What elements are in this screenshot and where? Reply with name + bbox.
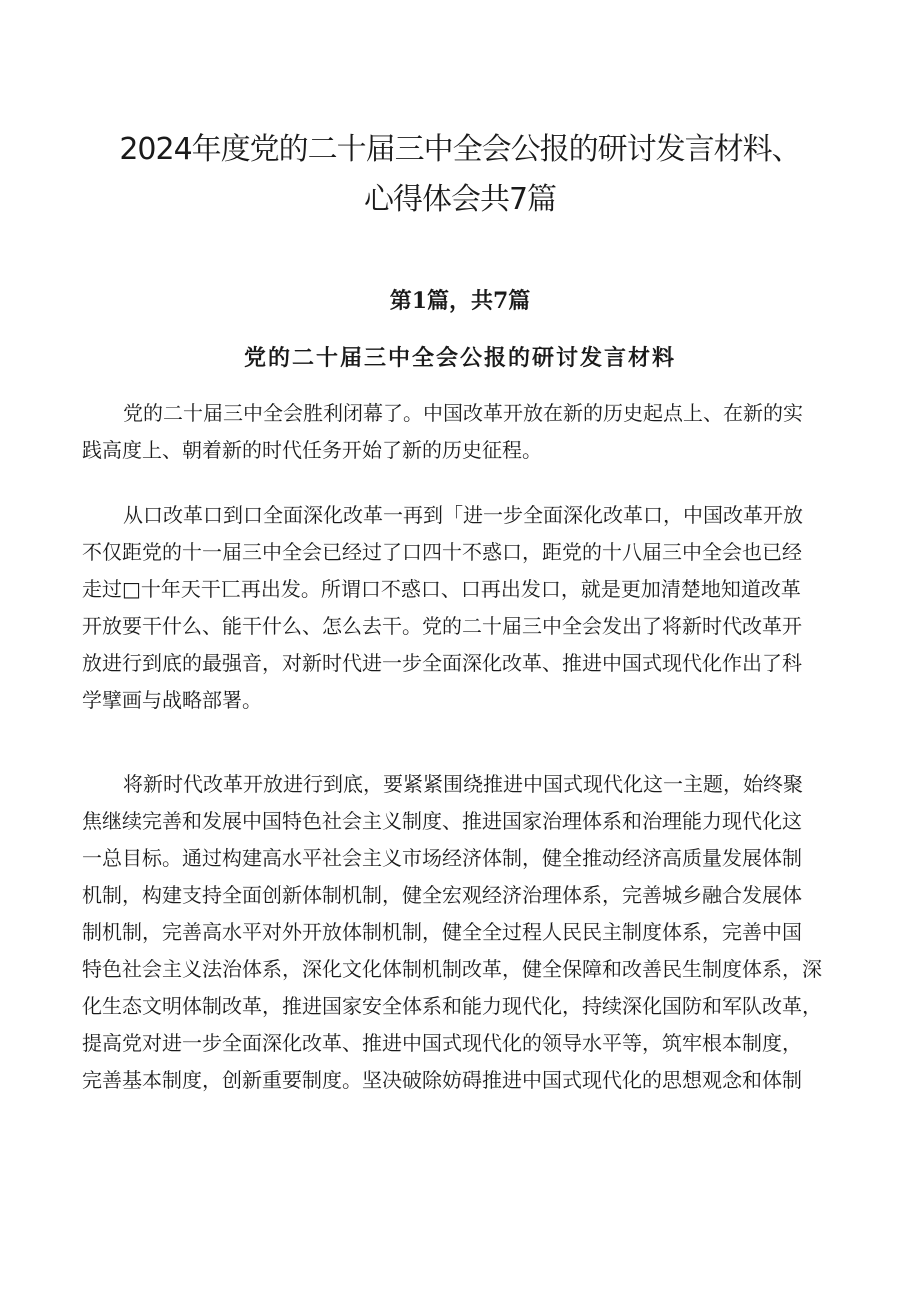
paragraph-line: 践高度上、朝着新的时代任务开始了新的历史征程。 [82,438,542,462]
document-title-line-1: 2024年度党的二十届三中全会公报的研讨发言材料、 [119,132,801,167]
paragraph-line: 将新时代改革开放进行到底，要紧紧围绕推进中国式现代化这一主题，始终聚 [123,772,803,796]
paragraph-line: 化生态文明体制改革，推进国家安全体系和能力现代化，持续深化国防和军队改革， [82,994,822,1018]
document-title-line-2: 心得体会共7篇 [363,182,557,217]
paragraph-line: 党的二十届三中全会胜利闭幕了。中国改革开放在新的历史起点上、在新的实 [123,401,803,425]
article-title: 党的二十届三中全会公报的研讨发言材料 [243,345,676,371]
paragraph-line: 一总目标。通过构建高水平社会主义市场经济体制，健全推动经济高质量发展体制 [82,846,802,870]
paragraph-line: 不仅距党的十一届三中全会已经过了口四十不惑口，距党的十八届三中全会也已经 [82,540,802,564]
paragraph-line: 特色社会主义法治体系，深化文化体制机制改革，健全保障和改善民生制度体系，深 [82,957,822,981]
part-label: 第1篇，共7篇 [389,288,531,314]
paragraph-1 [82,395,872,469]
paragraph-line: 焦继续完善和发展中国特色社会主义制度、推进国家治理体系和治理能力现代化这 [82,809,802,833]
paragraph-3 [82,766,872,1099]
paragraph-line: 提高党对进一步全面深化改革、推进中国式现代化的领导水平等，筑牢根本制度， [82,1031,802,1055]
paragraph-line: 走过□十年天干匸再出发。所谓口不惑口、口再出发口，就是更加清楚地知道改革 [82,577,801,601]
paragraph-line: 开放要干什么、能干什么、怎么去干。党的二十届三中全会发出了将新时代改革开 [82,614,802,638]
paragraph-line: 制机制，完善高水平对外开放体制机制，健全全过程人民民主制度体系，完善中国 [82,920,802,944]
paragraph-line: 学擘画与战略部署。 [82,688,262,712]
paragraph-2 [82,497,872,719]
paragraph-line: 从口改革口到口全面深化改革一再到「进一步全面深化改革口，中国改革开放 [123,503,803,527]
paragraph-line: 完善基本制度，创新重要制度。坚决破除妨碍推进中国式现代化的思想观念和体制 [82,1068,802,1092]
paragraph-line: 机制，构建支持全面创新体制机制，健全宏观经济治理体系，完善城乡融合发展体 [82,883,802,907]
paragraph-line: 放进行到底的最强音，对新时代进一步全面深化改革、推进中国式现代化作出了科 [82,651,802,675]
